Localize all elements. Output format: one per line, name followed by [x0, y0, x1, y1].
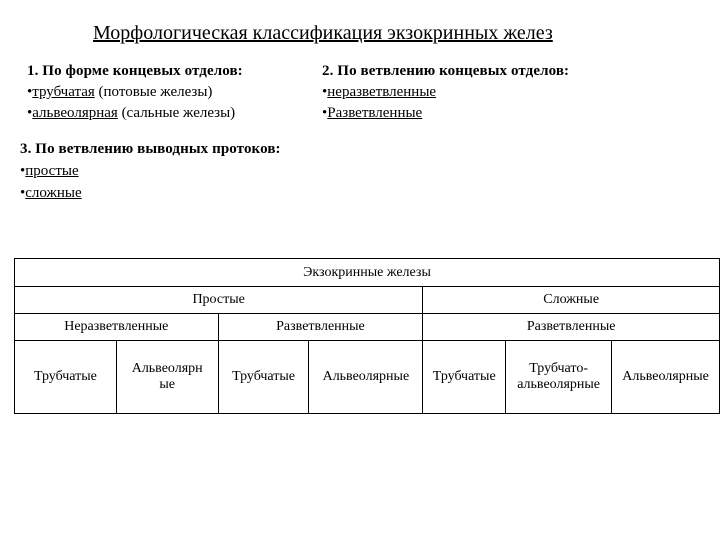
simple-unbranched-cell: Неразветвленные [15, 314, 219, 341]
table-row [15, 287, 720, 314]
leaf-cell [116, 341, 218, 414]
term-unbranched: неразветвленные [327, 84, 437, 100]
root-cell: Экзокринные железы [15, 259, 720, 287]
leaf-cell: Альвеолярные [309, 341, 423, 414]
page-title: Морфологическая классификация экзокринных желез [93, 22, 553, 44]
bullet-icon: • [322, 84, 328, 100]
section3-item-simple [20, 163, 79, 180]
bullet-icon: • [322, 105, 328, 121]
section2-item-branched [322, 105, 422, 122]
leaf-line: альвеолярные [517, 377, 601, 392]
complex-branched-cell: Разветвленные [423, 314, 720, 341]
leaf-line: Альвеолярн [131, 361, 203, 376]
complex-cell: Сложные [423, 287, 720, 314]
leaf-cell [506, 341, 612, 414]
simple-branched-cell: Разветвленные [218, 314, 423, 341]
term-simple: простые [25, 163, 79, 179]
leaf-cell: Трубчатые [423, 341, 506, 414]
table-row [15, 341, 720, 414]
term-branched: Разветвленные [327, 105, 423, 121]
section1-item-alveolar [27, 105, 235, 122]
leaf-line: ые [159, 377, 175, 392]
leaf-cell: Трубчатые [218, 341, 309, 414]
simple-cell: Простые [15, 287, 423, 314]
leaf-line: Трубчато- [529, 361, 588, 376]
section3-heading: 3. По ветвлению выводных протоков: [20, 141, 281, 157]
note-sweat-glands: (потовые железы) [94, 84, 213, 100]
section2-item-unbranched [322, 84, 436, 101]
bullet-icon: • [27, 105, 33, 121]
section1-item-tubular [27, 84, 212, 101]
bullet-icon: • [20, 185, 26, 201]
leaf-cell: Трубчатые [15, 341, 117, 414]
bullet-icon: • [20, 163, 26, 179]
note-sebaceous-glands: (сальные железы) [117, 105, 236, 121]
term-tubular: трубчатая [32, 84, 95, 100]
section2-heading: 2. По ветвлению концевых отделов: [322, 63, 570, 79]
classification-table [14, 258, 720, 414]
leaf-cell: Альвеолярные [612, 341, 720, 414]
table-row [15, 314, 720, 341]
section1-heading: 1. По форме концевых отделов: [27, 63, 243, 79]
table-row [15, 259, 720, 287]
bullet-icon: • [27, 84, 33, 100]
section3-item-complex [20, 185, 82, 202]
term-complex: сложные [25, 185, 82, 201]
term-alveolar: альвеолярная [32, 105, 118, 121]
